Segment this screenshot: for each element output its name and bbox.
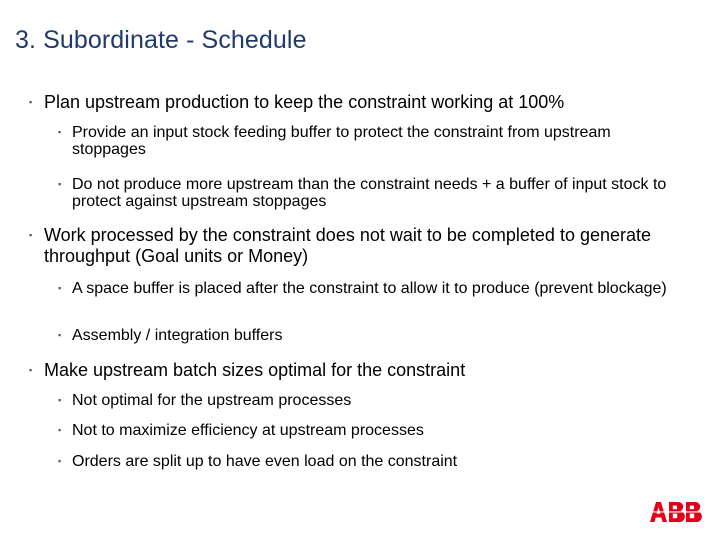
slide-title: 3. Subordinate - Schedule	[15, 26, 307, 54]
sub-bullet-2-1	[58, 280, 672, 297]
sub-bullet-marker-icon: ▪	[58, 330, 62, 340]
sub-bullet-1-2	[58, 176, 672, 210]
sub-bullet-3-3-text: Orders are split up to have even load on the constraint	[72, 453, 458, 470]
sub-bullet-1-1-text: Provide an input stock feeding buffer to protect the constraint from upstream stoppages	[72, 124, 611, 158]
sub-bullet-marker-icon: ▪	[58, 395, 62, 405]
bullet-2-text: Work processed by the constraint does not wait to be completed to generate throughput (Goal units or Money)	[44, 225, 652, 266]
sub-bullet-3-1-text: Not optimal for the upstream processes	[72, 392, 352, 409]
sub-bullet-marker-icon: ▪	[58, 456, 62, 466]
bullet-marker-icon: ▪	[29, 97, 33, 107]
sub-bullet-3-3	[58, 453, 672, 470]
bullet-marker-icon: ▪	[29, 230, 33, 240]
sub-bullet-3-2	[58, 422, 672, 439]
abb-logo-icon	[650, 502, 704, 522]
sub-bullet-1-2-text: Do not produce more upstream than the constraint needs + a buffer of input stock to protect against upstream stoppages	[72, 176, 667, 210]
sub-bullet-2-2	[58, 327, 672, 344]
sub-bullet-3-2-text: Not to maximize efficiency at upstream processes	[72, 422, 424, 439]
bullet-1-text: Plan upstream production to keep the constraint working at 100%	[44, 92, 565, 112]
bullet-marker-icon: ▪	[29, 365, 33, 375]
sub-bullet-1-1	[58, 124, 672, 158]
sub-bullet-marker-icon: ▪	[58, 127, 62, 137]
sub-bullet-marker-icon: ▪	[58, 179, 62, 189]
bullet-2	[29, 225, 664, 267]
bullet-3-text: Make upstream batch sizes optimal for the constraint	[44, 360, 466, 380]
bullet-3	[29, 360, 664, 381]
sub-bullet-marker-icon: ▪	[58, 425, 62, 435]
sub-bullet-2-2-text: Assembly / integration buffers	[72, 327, 283, 344]
sub-bullet-2-1-text: A space buffer is placed after the constraint to allow it to produce (prevent blockage)	[72, 280, 667, 297]
bullet-1	[29, 92, 664, 113]
sub-bullet-marker-icon: ▪	[58, 283, 62, 293]
sub-bullet-3-1	[58, 392, 672, 409]
